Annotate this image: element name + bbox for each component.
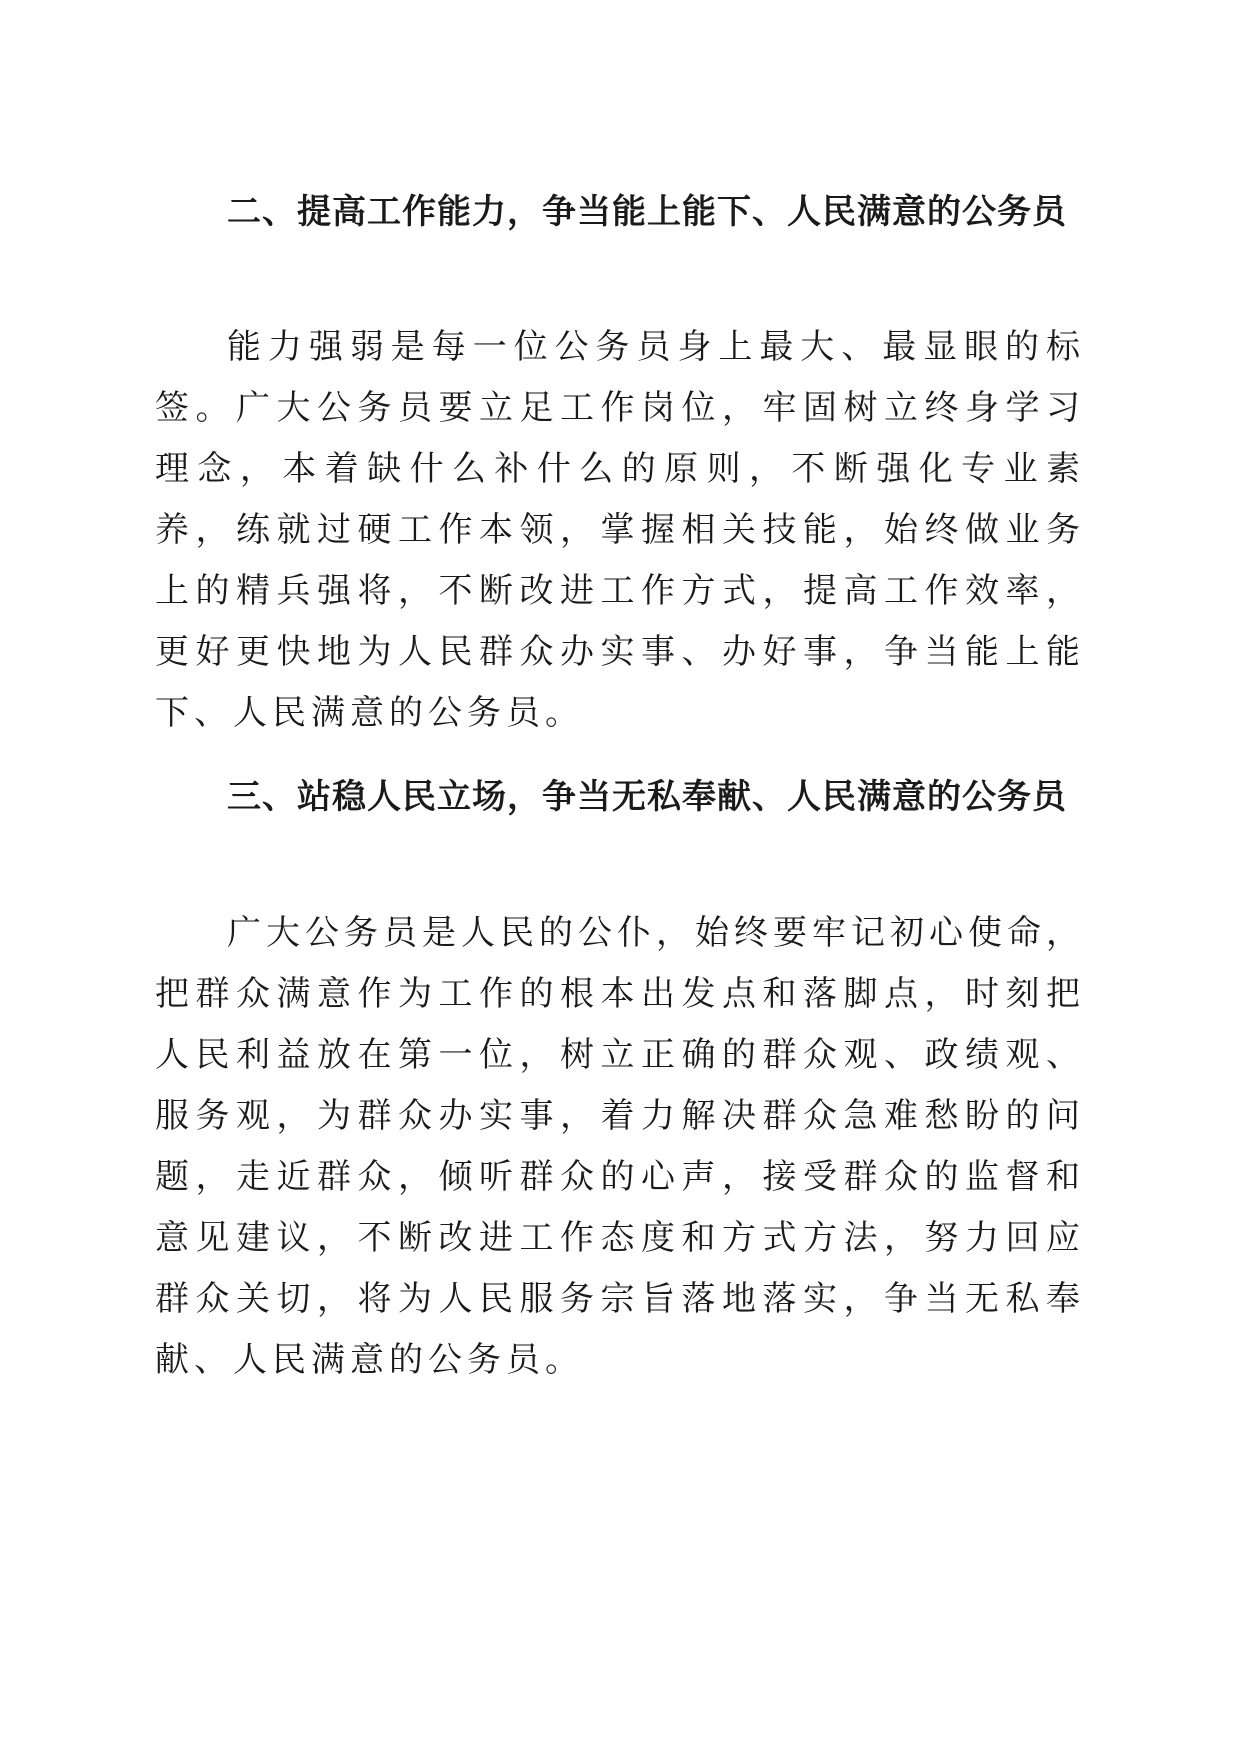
section-paragraph: 能力强弱是每一位公务员身上最大、最显眼的标签。广大公务员要立足工作岗位，牢固树立终身学习理念，本着缺什么补什么的原则，不断强化专业素养，练就过硬工作本领，掌握相关技能，始终做业务上的精兵强将，不断改进工作方式，提高工作效率，更好更快地为人民群众办实事、办好事，争当能上能下、人民满意的公务员。	[155, 327, 1085, 733]
section-paragraph: 广大公务员是人民的公仆，始终要牢记初心使命，把群众满意作为工作的根本出发点和落脚点，时刻把人民利益放在第一位，树立正确的群众观、政绩观、服务观，为群众办实事，着力解决群众急难愁盼的问题，走近群众，倾听群众的心声，接受群众的监督和意见建议，不断改进工作态度和方式方法，努力回应群众关切，将为人民服务宗旨落地落实，争当无私奉献、人民满意的公务员。	[155, 913, 1085, 1380]
section-heading: 二、提高工作能力，争当能上能下、人民满意的公务员	[227, 192, 1067, 232]
section-heading: 三、站稳人民立场，争当无私奉献、人民满意的公务员	[227, 777, 1067, 817]
